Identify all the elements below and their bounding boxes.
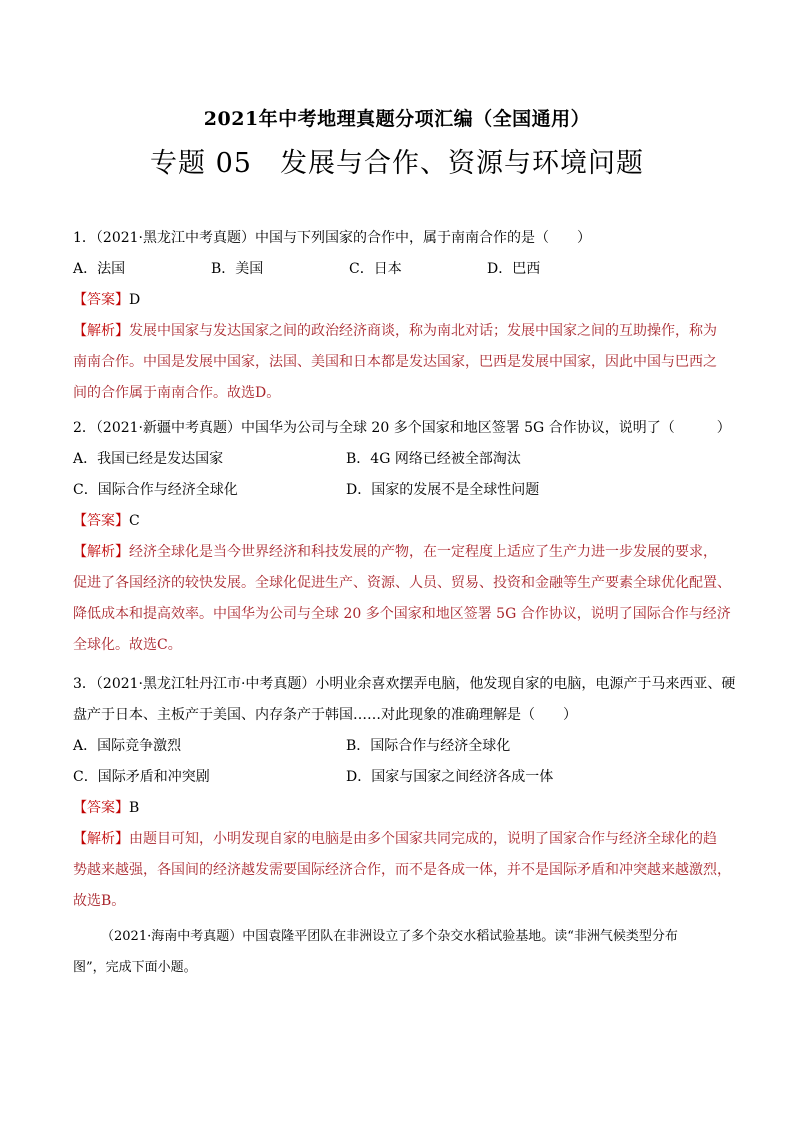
option-a: A．法国 bbox=[73, 261, 126, 277]
question-2-analysis-line: 降低成本和提高效率。中国华为公司与全球 20 多个国家和地区签署 5G 合作协议，说明了国际合作与经济 bbox=[73, 606, 731, 622]
question-2-answer bbox=[73, 506, 723, 537]
question-3-answer bbox=[73, 793, 723, 824]
analysis-text: 经济全球化是当今世界经济和科技发展的产物，在一定程度上适应了生产力进一步发展的要求， bbox=[129, 544, 717, 560]
option-b: B．4G 网络已经被全部淘汰 bbox=[346, 451, 521, 467]
question-2 bbox=[73, 413, 731, 661]
option-b: B．美国 bbox=[211, 261, 264, 277]
answer-label: 【答案】 bbox=[73, 292, 129, 308]
question-3-options-row bbox=[73, 731, 723, 762]
question-2-analysis-line bbox=[73, 537, 723, 568]
question-3-options-row bbox=[73, 762, 723, 793]
option-c: C．国际矛盾和冲突剧 bbox=[73, 769, 210, 785]
question-2-analysis-line: 促进了各国经济的较快发展。全球化促进生产、资源、人员、贸易、投资和金融等生产要素全球优化配置、 bbox=[73, 575, 731, 591]
question-1-analysis-line: 南南合作。中国是发展中国家，法国、美国和日本都是发达国家，巴西是发展中国家，因此中国与巴西之 bbox=[73, 354, 717, 370]
question-3-analysis-line: 势越来越强，各国间的经济越发需要国际经济合作，而不是各成一体，并不是国际矛盾和冲突越来越激烈， bbox=[73, 862, 731, 878]
answer-label: 【答案】 bbox=[73, 513, 129, 529]
answer-value: C bbox=[129, 513, 140, 529]
option-a: A．我国已经是发达国家 bbox=[73, 451, 224, 467]
question-1-options bbox=[73, 254, 723, 285]
analysis-label: 【解析】 bbox=[73, 831, 129, 847]
question-2-stem: 2．（2021·新疆中考真题）中国华为公司与全球 20 多个国家和地区签署 5G 合作协议，说明了（ ） bbox=[73, 420, 731, 436]
answer-value: B bbox=[129, 800, 140, 816]
question-3-analysis-line: 故选B。 bbox=[73, 893, 126, 909]
question-1-analysis-line bbox=[73, 316, 723, 347]
document-title: 2021年中考地理真题分项汇编（全国通用） bbox=[203, 108, 591, 130]
option-d: D．巴西 bbox=[487, 261, 541, 277]
question-3 bbox=[73, 669, 736, 917]
option-c: C．国际合作与经济全球化 bbox=[73, 482, 238, 498]
question-2-analysis-line: 全球化。故选C。 bbox=[73, 637, 182, 653]
intro-line: （2021·海南中考真题）中国袁隆平团队在非洲设立了多个杂交水稻试验基地。读“非洲气候类型分布 bbox=[101, 929, 678, 944]
question-3-stem: 盘产于日本、主板产于美国、内存条产于韩国……对此现象的准确理解是（ ） bbox=[73, 707, 577, 723]
question-3-stem: 3．（2021·黑龙江牡丹江市·中考真题）小明业余喜欢摆弄电脑，他发现自家的电脑，电源产于马来西亚、硬 bbox=[73, 676, 736, 692]
question-1-answer bbox=[73, 285, 723, 316]
option-a: A．国际竞争激烈 bbox=[73, 738, 182, 754]
question-group-intro bbox=[73, 921, 723, 983]
option-b: B．国际合作与经济全球化 bbox=[346, 738, 511, 754]
topic-title: 专题 05 发展与合作、资源与环境问题 bbox=[150, 148, 644, 179]
question-1-analysis-line: 间的合作属于南南合作。故选D。 bbox=[73, 385, 281, 401]
analysis-text: 发展中国家与发达国家之间的政治经济商谈，称为南北对话；发展中国家之间的互助操作，称为 bbox=[129, 323, 717, 339]
option-c: C．日本 bbox=[349, 261, 402, 277]
answer-label: 【答案】 bbox=[73, 800, 129, 816]
analysis-text: 由题目可知，小明发现自家的电脑是由多个国家共同完成的，说明了国家合作与经济全球化的趋 bbox=[129, 831, 717, 847]
question-2-options-row bbox=[73, 475, 723, 506]
option-d: D．国家与国家之间经济各成一体 bbox=[346, 769, 554, 785]
analysis-label: 【解析】 bbox=[73, 323, 129, 339]
question-2-options-row bbox=[73, 444, 723, 475]
analysis-label: 【解析】 bbox=[73, 544, 129, 560]
question-1-stem: 1．（2021·黑龙江中考真题）中国与下列国家的合作中，属于南南合作的是（ ） bbox=[73, 230, 591, 246]
question-3-analysis-line bbox=[73, 824, 723, 855]
question-1 bbox=[73, 223, 723, 409]
answer-value: D bbox=[129, 292, 141, 308]
intro-line: 图”，完成下面小题。 bbox=[73, 960, 197, 975]
option-d: D．国家的发展不是全球性问题 bbox=[346, 482, 540, 498]
